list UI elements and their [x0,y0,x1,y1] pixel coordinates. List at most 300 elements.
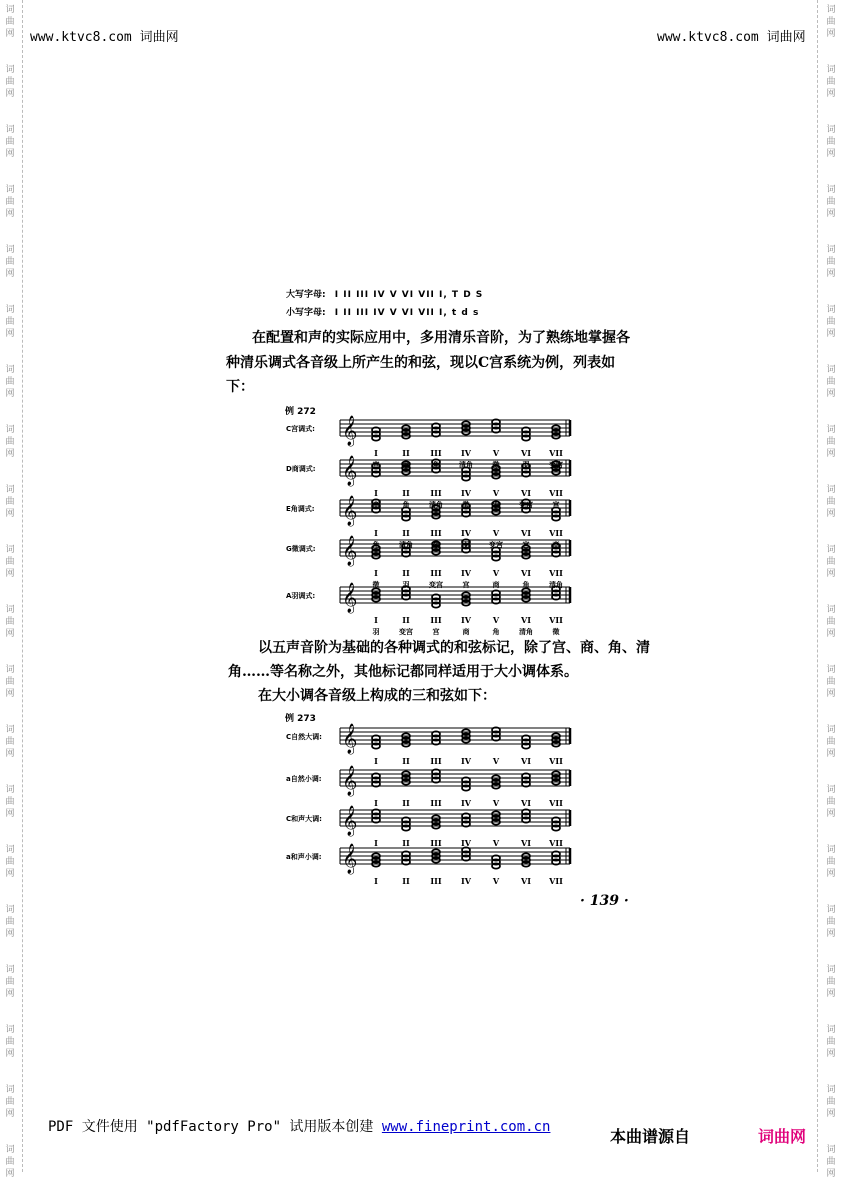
paragraph2-line2: 角……等名称之外，其他标记都同样适用于大小调体系。 [228,664,578,680]
watermark-char: 网 [5,569,15,579]
header-left-url[interactable]: www.ktvc8.com [30,30,132,45]
watermark-char: 曲 [826,977,836,987]
mode-note-name: 变宫 [399,628,413,636]
chord-note [492,727,500,732]
degree-label: III [430,756,442,766]
chord-note [432,423,440,428]
degree-label: I [374,876,378,886]
watermark-char: 曲 [5,137,15,147]
watermark-char: 词 [826,905,836,915]
watermark-group [3,604,17,640]
mode-note-name: 徵 [492,461,500,469]
chord-note [522,427,530,432]
watermark-char: 网 [5,809,15,819]
watermark-group [3,544,17,580]
degree-label: I [374,756,378,766]
watermark-group [824,64,838,100]
chord-note [552,851,560,856]
watermark-group [3,724,17,760]
chord-note [552,817,560,822]
header-left-site: 词曲网 [139,30,179,45]
watermark-char: 词 [826,785,836,795]
degree-label: III [430,528,442,538]
mode-note-name: 商 [372,501,380,509]
watermark-char: 曲 [5,977,15,987]
staff-label: a自然小调: [286,775,322,783]
watermark-group [3,64,17,100]
watermark-group [3,424,17,460]
degree-label: II [402,528,410,538]
watermark-char: 网 [826,29,836,39]
chord-note [462,539,470,544]
degree-label: III [430,448,442,458]
watermark-char: 词 [5,425,15,435]
watermark-char: 网 [826,809,836,819]
paragraph2-line3: 在大小调各音级上构成的三和弦如下： [258,688,496,704]
watermark-char: 网 [5,29,15,39]
degree-label: II [402,876,410,886]
paragraph1-line2: 种清乐调式各音级上所产生的和弦，现以C宫系统为例，列表如 [226,355,616,371]
watermark-char: 网 [5,149,15,159]
chord-note [462,467,470,472]
watermark-char: 网 [826,509,836,519]
watermark-group [824,664,838,700]
degree-label: V [492,615,500,625]
watermark-char: 曲 [5,1157,15,1167]
degree-label: V [492,448,500,458]
chord-note [522,499,530,504]
watermark-char: 曲 [5,197,15,207]
chord-note [522,463,530,468]
example1-title: 例 272 [285,407,316,417]
degree-label: VII [549,876,563,886]
staff-label: C自然大调: [286,733,322,741]
mode-note-name: 变宫 [429,581,443,589]
watermark-group [3,844,17,880]
chord-note [552,543,560,548]
watermark-group [824,844,838,880]
mode-note-name: 羽 [492,501,500,509]
watermark-char: 网 [5,989,15,999]
watermark-char: 词 [5,965,15,975]
watermark-char: 词 [5,785,15,795]
chord-note [462,813,470,818]
mode-note-name: 宫 [462,581,470,589]
degree-label: V [492,528,500,538]
watermark-char: 网 [826,449,836,459]
chord-note [462,777,470,782]
watermark-char: 词 [826,305,836,315]
chord-note [492,419,500,424]
watermark-char: 网 [826,929,836,939]
watermark-group [824,724,838,760]
chord-note [462,847,470,852]
degree-label: II [402,756,410,766]
footer-link[interactable]: www.fineprint.com.cn [381,1119,551,1135]
mode-note-name: 角 [522,581,530,589]
watermark-char: 词 [826,245,836,255]
watermark-char: 网 [826,629,836,639]
watermark-char: 网 [5,929,15,939]
watermark-group [3,484,17,520]
watermark-group [824,544,838,580]
staff-label: D商调式: [286,465,316,473]
watermark-char: 曲 [826,257,836,267]
watermark-char: 词 [5,125,15,135]
watermark-char: 网 [826,149,836,159]
chord-note [522,735,530,740]
watermark-char: 词 [5,1025,15,1035]
watermark-char: 词 [5,65,15,75]
mode-note-name: 角 [432,461,440,469]
example2-title: 例 273 [285,714,316,724]
watermark-char: 曲 [826,197,836,207]
watermark-char: 曲 [826,1037,836,1047]
staff-label: G徵调式: [286,545,316,553]
watermark-char: 曲 [5,497,15,507]
paragraph1-line1: 在配置和声的实际应用中，多用清乐音阶，为了熟练地掌握各 [252,330,630,346]
watermark-char: 网 [5,389,15,399]
watermark-char: 词 [5,485,15,495]
chord-note [432,731,440,736]
chord-note [402,851,410,856]
watermark-char: 曲 [5,737,15,747]
chord-note [432,459,440,464]
header-left [30,26,179,45]
degree-label: II [402,798,410,808]
music-staff [332,581,622,643]
watermark-char: 词 [826,545,836,555]
watermark-char: 词 [826,965,836,975]
watermark-char: 词 [826,485,836,495]
chord-note [552,586,560,591]
chord-note [522,809,530,814]
watermark-char: 曲 [5,857,15,867]
watermark-char: 曲 [826,77,836,87]
watermark-group [3,1024,17,1060]
watermark-group [3,124,17,160]
watermark-char: 词 [826,725,836,735]
degree-label: VII [549,756,563,766]
mode-note-name: 羽 [462,541,470,549]
treble-clef-icon: 𝄞 [342,456,358,486]
degree-label: V [492,838,500,848]
mode-note-name: 徵 [462,501,470,509]
watermark-char: 词 [5,185,15,195]
watermark-char: 词 [5,305,15,315]
mode-note-name: 清角 [459,461,473,469]
degree-label: I [374,615,378,625]
watermark-group [824,1144,838,1180]
watermark-char: 网 [5,329,15,339]
watermark-group [3,4,17,40]
header-right [657,26,806,45]
treble-clef-icon: 𝄞 [342,496,358,526]
staff-label: A羽调式: [286,592,316,600]
degree-label: II [402,838,410,848]
degree-label: VII [549,568,563,578]
watermark-char: 曲 [826,137,836,147]
legend-lower-label: 小写字母: [286,308,326,318]
chord-note [432,769,440,774]
degree-label: III [430,568,442,578]
watermark-char: 词 [826,665,836,675]
chord-note [372,499,380,504]
chord-note [372,809,380,814]
watermark-char: 词 [5,545,15,555]
watermark-char: 曲 [826,17,836,27]
music-staff [332,842,622,904]
watermark-char: 词 [5,845,15,855]
mode-note-name: 徵 [552,628,560,636]
watermark-char: 曲 [826,737,836,747]
degree-label: V [492,568,500,578]
mode-note-name: 清角 [399,541,413,549]
mode-note-name: 变宫 [489,541,503,549]
watermark-char: 词 [5,1085,15,1095]
watermark-char: 词 [5,245,15,255]
degree-label: VII [549,488,563,498]
degree-label: V [492,876,500,886]
watermark-char: 曲 [5,437,15,447]
paragraph2-line1: 以五声音阶为基础的各种调式的和弦标记，除了宫、商、角、清 [258,640,650,656]
mode-note-name: 商 [552,541,560,549]
watermark-char: 词 [826,845,836,855]
degree-label: VI [521,568,531,578]
mode-note-name: 徵 [432,541,440,549]
watermark-char: 曲 [5,77,15,87]
treble-clef-icon: 𝄞 [342,536,358,566]
watermark-char: 网 [5,689,15,699]
degree-label: VII [549,838,563,848]
watermark-char: 曲 [826,1157,836,1167]
watermark-char: 网 [826,749,836,759]
watermark-char: 曲 [826,677,836,687]
watermark-group [3,1084,17,1120]
footer-text: PDF 文件使用 "pdfFactory Pro" 试用版本创建 [48,1119,382,1135]
watermark-char: 词 [5,5,15,15]
watermark-char: 曲 [826,797,836,807]
watermark-group [824,784,838,820]
degree-label: VII [549,448,563,458]
mode-note-name: 羽 [402,581,410,589]
watermark-char: 词 [826,425,836,435]
watermark-group [3,664,17,700]
degree-label: I [374,528,378,538]
degree-label: III [430,615,442,625]
watermark-group [824,4,838,40]
degree-label: IV [461,876,471,886]
watermark-char: 曲 [5,1097,15,1107]
watermark-char: 词 [826,5,836,15]
watermark-char: 曲 [826,917,836,927]
watermark-group [3,1144,17,1180]
mode-note-name: 宫 [552,501,560,509]
watermark-char: 网 [5,1169,15,1179]
degree-label: VII [549,798,563,808]
mode-note-name: 羽 [372,628,380,636]
degree-label: VI [521,798,531,808]
watermark-char: 网 [826,1049,836,1059]
watermark-group [824,904,838,940]
degree-label: VII [549,528,563,538]
watermark-char: 曲 [826,377,836,387]
watermark-char: 词 [5,905,15,915]
watermark-char: 网 [5,509,15,519]
watermark-char: 曲 [826,497,836,507]
watermark-char: 词 [5,665,15,675]
mode-note-name: 变宫 [519,501,533,509]
watermark-char: 网 [5,869,15,879]
watermark-group [824,364,838,400]
degree-label: VI [521,838,531,848]
chord-note [552,507,560,512]
treble-clef-icon: 𝄞 [342,724,358,754]
watermark-group [824,424,838,460]
legend-upper [286,287,483,300]
watermark-char: 词 [826,65,836,75]
staff-label: C和声大调: [286,815,322,823]
degree-label: VI [521,615,531,625]
degree-label: I [374,448,378,458]
header-right-site: 词曲网 [766,30,806,45]
watermark-char: 网 [826,689,836,699]
watermark-group [3,964,17,1000]
watermark-char: 网 [5,269,15,279]
watermark-char: 网 [826,1169,836,1179]
degree-label: III [430,838,442,848]
watermark-char: 曲 [826,557,836,567]
watermark-char: 曲 [826,437,836,447]
degree-label: I [374,798,378,808]
degree-label: IV [461,568,471,578]
mode-note-name: 清角 [429,501,443,509]
watermark-char: 网 [826,89,836,99]
watermark-char: 网 [826,1109,836,1119]
watermark-group [824,304,838,340]
degree-label: V [492,798,500,808]
staff-label: a和声小调: [286,853,322,861]
watermark-group [824,184,838,220]
degree-label: I [374,568,378,578]
page-number: · 139 · [580,893,629,909]
watermark-group [3,784,17,820]
watermark-char: 网 [5,89,15,99]
legend-lower [286,305,479,318]
degree-label: VII [549,615,563,625]
watermark-char: 词 [5,1145,15,1155]
mode-note-name: 商 [492,581,500,589]
degree-label: I [374,838,378,848]
degree-label: II [402,615,410,625]
chord-note [372,463,380,468]
degree-label: IV [461,756,471,766]
watermark-char: 词 [826,1085,836,1095]
degree-label: I [374,488,378,498]
watermark-char: 曲 [5,17,15,27]
mode-note-name: 羽 [522,461,530,469]
chord-note [492,855,500,860]
watermark-group [824,244,838,280]
staff-label: C宫调式: [286,425,315,433]
watermark-group [824,964,838,1000]
degree-label: IV [461,798,471,808]
header-right-url[interactable]: www.ktvc8.com [657,30,759,45]
watermark-char: 网 [5,449,15,459]
treble-clef-icon: 𝄞 [342,583,358,613]
watermark-char: 曲 [5,377,15,387]
treble-clef-icon: 𝄞 [342,766,358,796]
watermark-char: 曲 [5,317,15,327]
chord-note [462,503,470,508]
degree-label: III [430,798,442,808]
left-watermark-column [0,0,23,1179]
footer-source-site: 词曲网 [758,1127,807,1146]
mode-note-name: 清角 [519,628,533,636]
watermark-char: 曲 [5,797,15,807]
watermark-char: 词 [826,605,836,615]
watermark-char: 网 [826,329,836,339]
mode-note-name: 宫 [522,541,530,549]
mode-note-name: 徵 [372,581,380,589]
watermark-char: 词 [826,125,836,135]
watermark-char: 网 [5,629,15,639]
watermark-char: 曲 [5,917,15,927]
footer-note [48,1116,550,1136]
chord-note [402,586,410,591]
watermark-char: 网 [5,749,15,759]
footer-source-label: 本曲谱源自 [610,1127,691,1146]
chord-note [372,427,380,432]
watermark-char: 网 [5,209,15,219]
degree-label: VI [521,876,531,886]
chord-note [402,817,410,822]
watermark-group [3,904,17,940]
watermark-char: 曲 [826,1097,836,1107]
chord-note [402,507,410,512]
watermark-char: 词 [5,605,15,615]
watermark-char: 网 [826,989,836,999]
watermark-char: 曲 [5,257,15,267]
mode-note-name: 宫 [432,628,440,636]
mode-note-name: 商 [402,461,410,469]
mode-note-name: 变宫 [549,461,563,469]
staff-label: E角调式: [286,505,315,513]
degree-label: V [492,756,500,766]
watermark-group [3,184,17,220]
watermark-char: 网 [826,869,836,879]
degree-label: VI [521,448,531,458]
mode-note-name: 角 [402,501,410,509]
right-watermark-column [817,0,844,1179]
chord-note [492,547,500,552]
degree-label: III [430,876,442,886]
degree-label: VI [521,756,531,766]
degree-label: II [402,448,410,458]
chord-note [432,594,440,599]
degree-label: IV [461,488,471,498]
watermark-char: 曲 [826,857,836,867]
watermark-group [824,1024,838,1060]
mode-note-name: 清角 [549,581,563,589]
watermark-char: 曲 [826,617,836,627]
watermark-char: 词 [826,1145,836,1155]
treble-clef-icon: 𝄞 [342,416,358,446]
degree-label: VI [521,488,531,498]
degree-label: IV [461,528,471,538]
watermark-char: 曲 [5,1037,15,1047]
watermark-char: 曲 [5,617,15,627]
